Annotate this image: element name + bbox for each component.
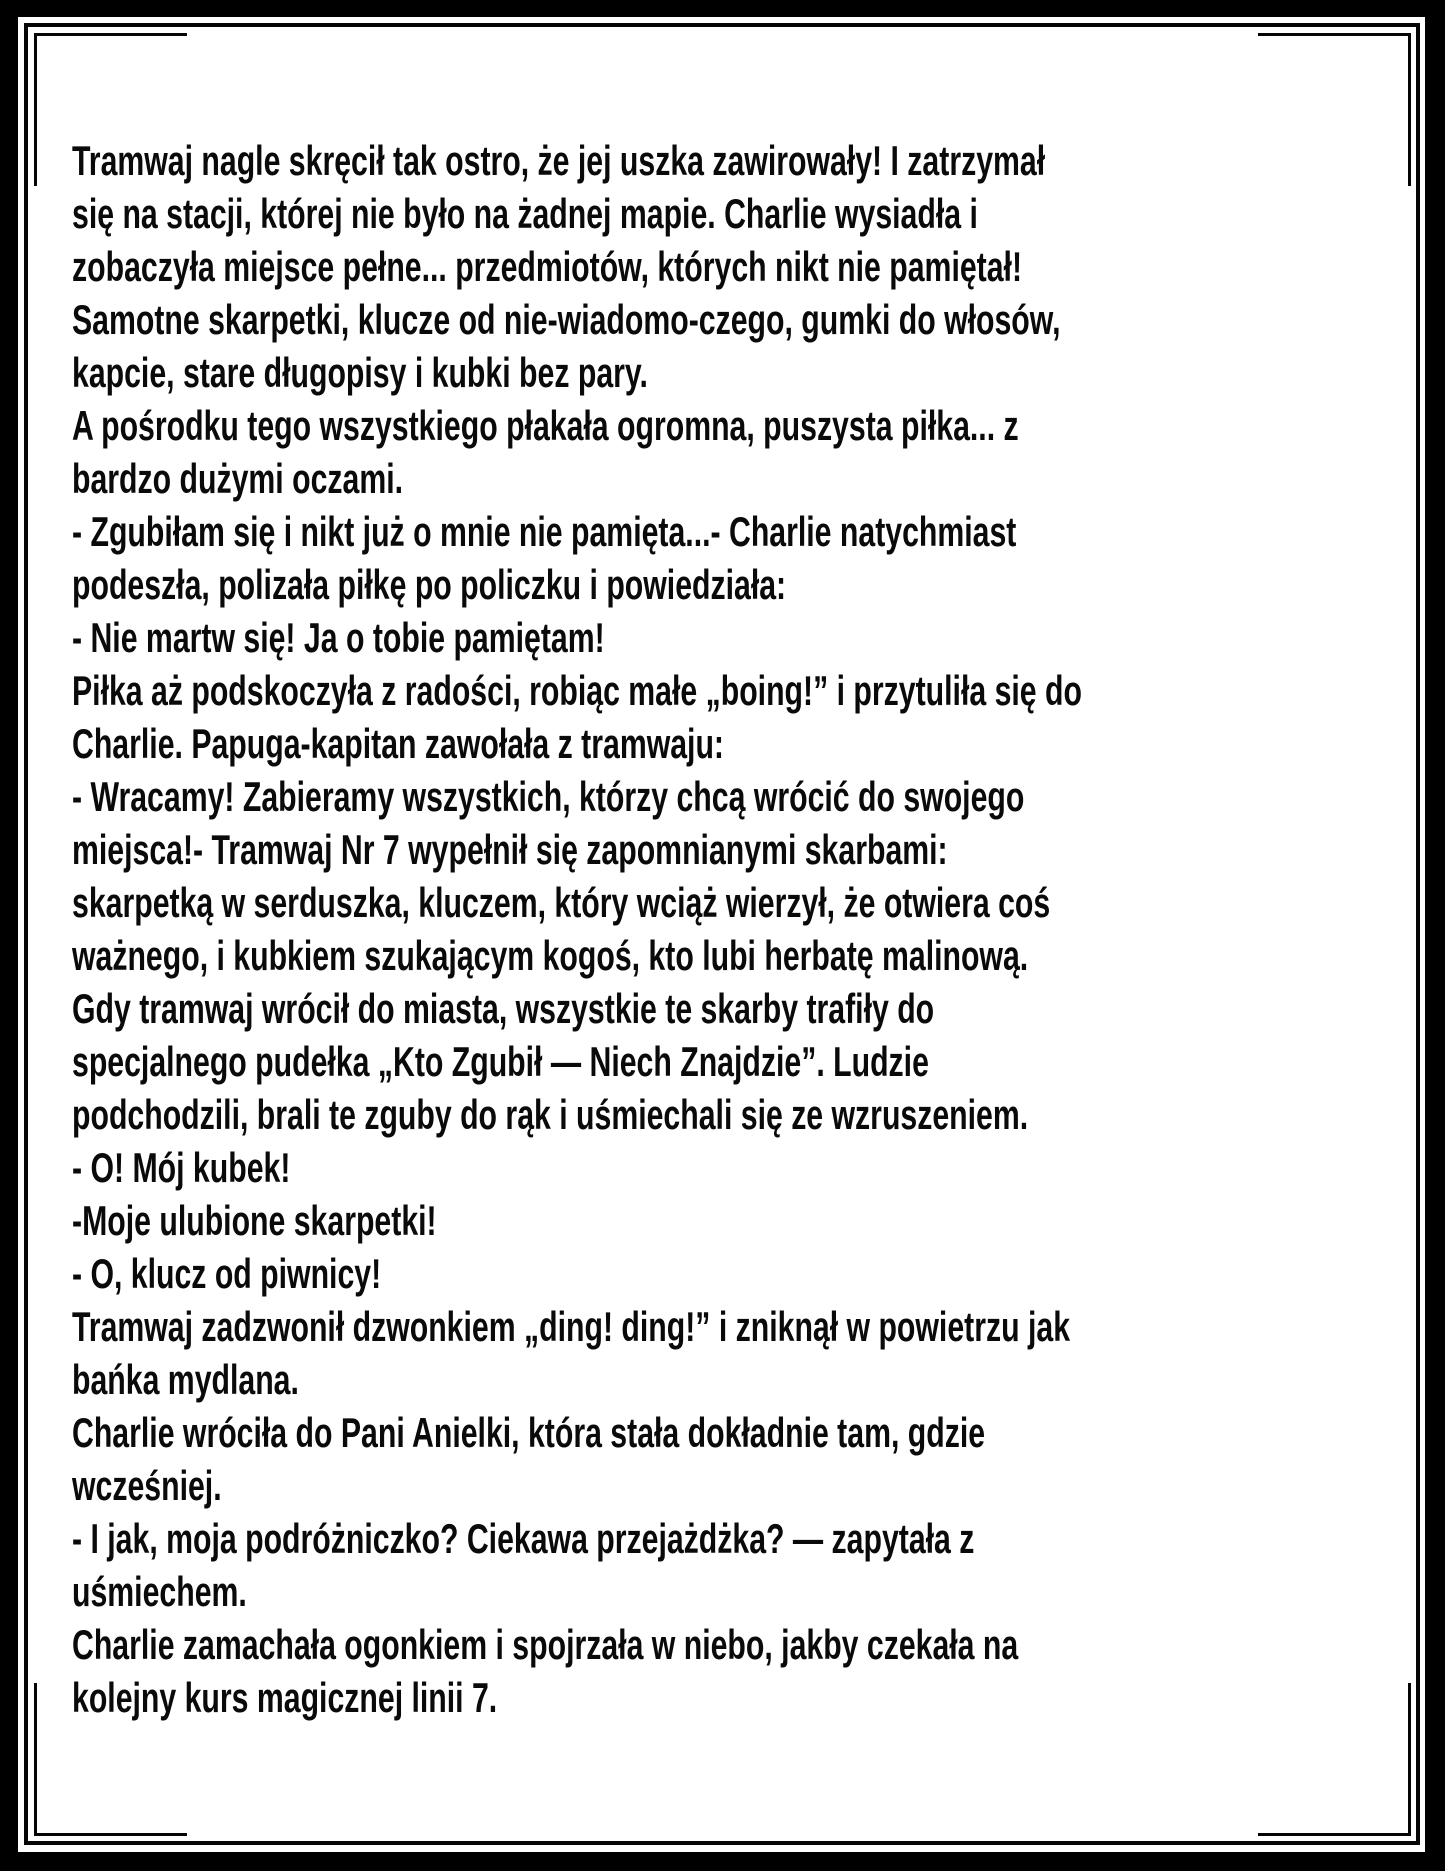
story-line: Piłka aż podskoczyła z radości, robiąc małe „boing!” i przytuliła się do — [72, 667, 1082, 714]
story-line: kolejny kurs magicznej linii 7. — [72, 1674, 498, 1721]
story-line: ważnego, i kubkiem szukającym kogoś, kto lubi herbatę malinową. — [72, 932, 1029, 979]
story-line: - Wracamy! Zabieramy wszystkich, którzy chcą wrócić do swojego — [72, 773, 1025, 820]
story-line: podchodzili, brali te zguby do rąk i uśmiechali się ze wzruszeniem. — [72, 1091, 1029, 1138]
story-line: bardzo dużymi oczami. — [72, 455, 404, 502]
story-line: podeszła, polizała piłkę po policzku i powiedziała: — [72, 561, 787, 608]
story-line: A pośrodku tego wszystkiego płakała ogromna, puszysta piłka... z — [72, 402, 1019, 449]
story-line: - Zgubiłam się i nikt już o mnie nie pamięta...- Charlie natychmiast — [72, 508, 1017, 555]
story-line: Tramwaj zadzwonił dzwonkiem „ding! ding!” i zniknął w powietrzu jak — [72, 1303, 1071, 1350]
story-line: wcześniej. — [72, 1462, 222, 1509]
story-line: Samotne skarpetki, klucze od nie-wiadomo-czego, gumki do włosów, — [72, 296, 1061, 343]
story-line: skarpetką w serduszka, kluczem, który wciąż wierzył, że otwiera coś — [72, 879, 1051, 926]
story-line: zobaczyła miejsce pełne... przedmiotów, których nikt nie pamiętał! — [72, 243, 1023, 290]
story-line: bańka mydlana. — [72, 1356, 299, 1403]
story-line: kapcie, stare długopisy i kubki bez pary. — [72, 349, 648, 396]
story-line: miejsca!- Tramwaj Nr 7 wypełnił się zapomnianymi skarbami: — [72, 826, 948, 873]
story-line: uśmiechem. — [72, 1568, 247, 1615]
story-line: Gdy tramwaj wrócił do miasta, wszystkie te skarby trafiły do — [72, 985, 935, 1032]
story-line: się na stacji, której nie było na żadnej mapie. Charlie wysiadła i — [72, 190, 978, 237]
story-line: -Moje ulubione skarpetki! — [72, 1197, 437, 1244]
story-text — [72, 134, 1082, 1724]
story-line: - O! Mój kubek! — [72, 1144, 291, 1191]
story-line: specjalnego pudełka „Kto Zgubił — Niech Znajdzie”. Ludzie — [72, 1038, 929, 1085]
story-line: - I jak, moja podróżniczko? Ciekawa przejażdżka? — zapytała z — [72, 1515, 975, 1562]
story-line: Charlie wróciła do Pani Anielki, która stała dokładnie tam, gdzie — [72, 1409, 986, 1456]
story-line: Tramwaj nagle skręcił tak ostro, że jej uszka zawirowały! I zatrzymał — [72, 137, 1046, 184]
story-line: Charlie zamachała ogonkiem i spojrzała w niebo, jakby czekała na — [72, 1621, 1019, 1668]
story-line: - Nie martw się! Ja o tobie pamiętam! — [72, 614, 605, 661]
story-line: Charlie. Papuga-kapitan zawołała z tramwaju: — [72, 720, 725, 767]
story-line: - O, klucz od piwnicy! — [72, 1250, 382, 1297]
